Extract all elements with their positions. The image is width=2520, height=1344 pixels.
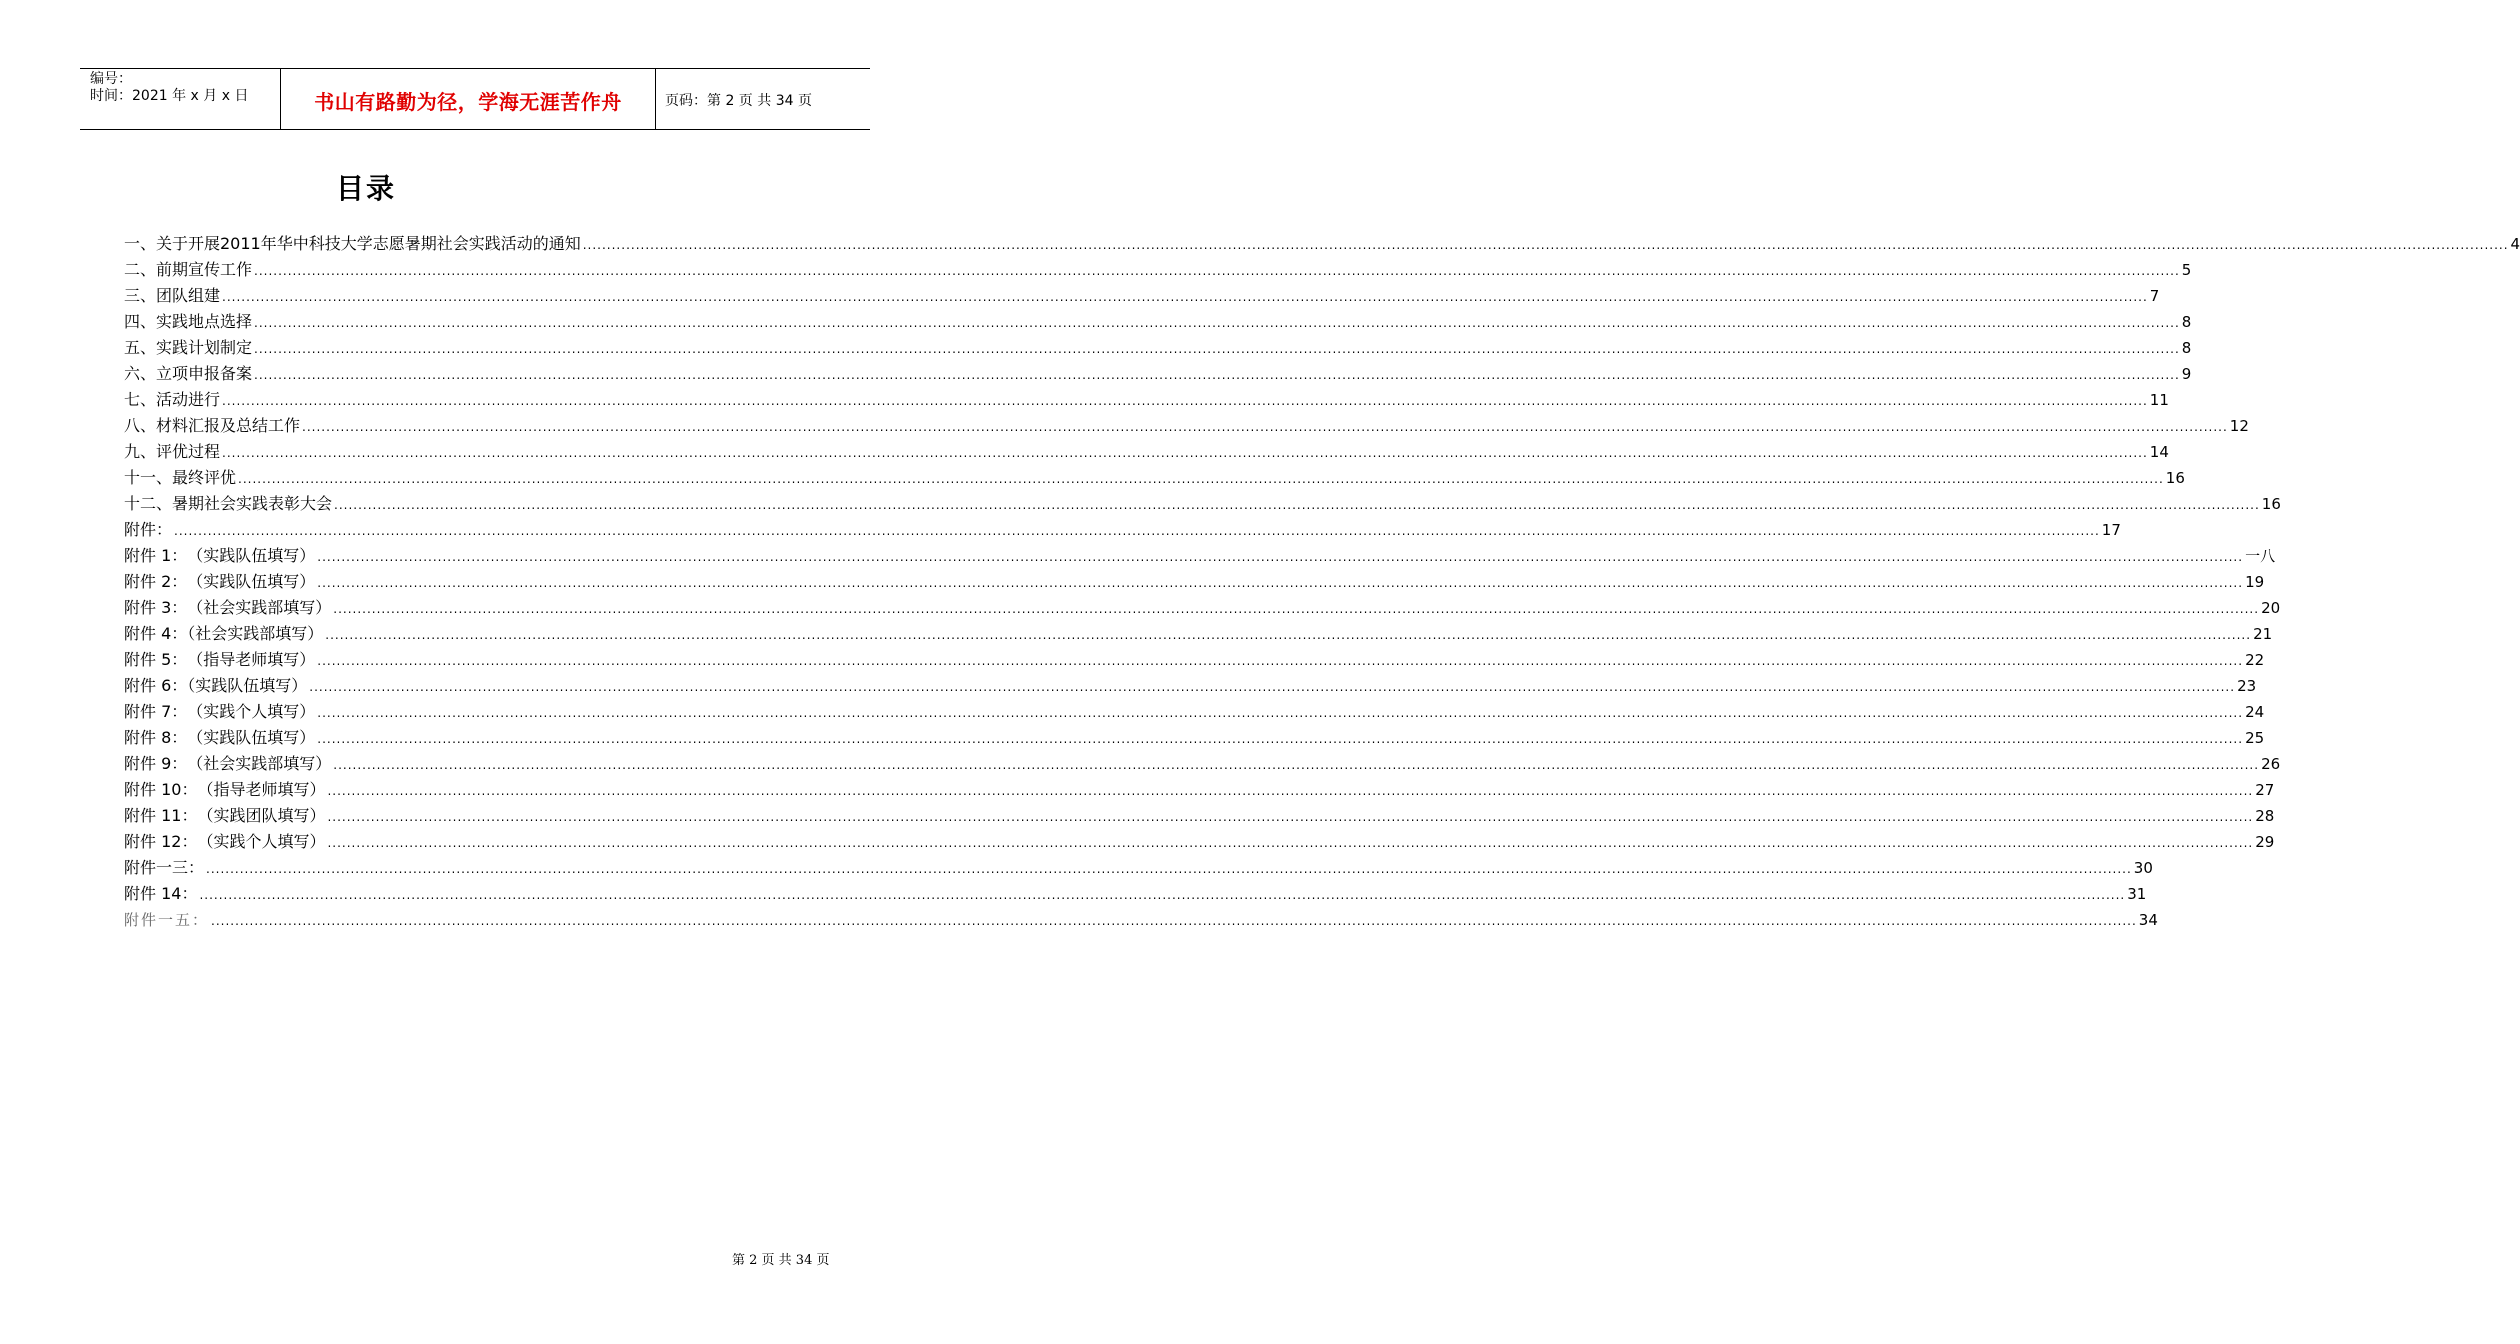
table-of-contents: [124, 234, 2520, 936]
toc-dot-leader: ................................................................................................................................................................................................................................................................................................................................................................................................................: [254, 368, 2180, 382]
toc-entry[interactable]: [124, 598, 2281, 624]
toc-entry-page-number: 27: [2255, 781, 2275, 799]
toc-entry-title: 附件 7： （实践个人填写）: [124, 702, 316, 721]
toc-entry[interactable]: [124, 546, 2276, 572]
toc-entry-page-number: 28: [2255, 807, 2275, 825]
toc-entry[interactable]: [124, 676, 2257, 702]
toc-entry[interactable]: [124, 884, 2147, 910]
toc-entry-page-number: 5: [2181, 261, 2192, 279]
toc-entry-title: 八、材料汇报及总结工作: [124, 416, 301, 435]
toc-entry-page-number: 23: [2237, 677, 2257, 695]
toc-entry[interactable]: [124, 260, 2192, 286]
toc-entry-title: 附件 5： （指导老师填写）: [124, 650, 316, 669]
toc-entry-page-number: 30: [2133, 859, 2153, 877]
toc-entry-title: 附件 11： （实践团队填写）: [124, 806, 326, 825]
toc-dot-leader: ................................................................................................................................................................................................................................................................................................................................................................................................................: [206, 862, 2132, 876]
toc-dot-leader: ................................................................................................................................................................................................................................................................................................................................................................................................................: [222, 290, 2148, 304]
toc-entry-title: 附件 1： （实践队伍填写）: [124, 546, 316, 565]
toc-entry-page-number: 8: [2181, 313, 2192, 331]
toc-entry-title: 附件 10： （指导老师填写）: [124, 780, 326, 799]
toc-entry[interactable]: [124, 572, 2265, 598]
toc-entry[interactable]: [124, 390, 2169, 416]
toc-entry[interactable]: [124, 286, 2160, 312]
header-motto: 书山有路勤为径，学海无涯苦作舟: [314, 90, 622, 114]
toc-dot-leader: ................................................................................................................................................................................................................................................................................................................................................................................................................: [309, 680, 2236, 694]
toc-entry-page-number: 7: [2149, 287, 2160, 305]
toc-entry-page-number: 31: [2127, 885, 2147, 903]
toc-entry[interactable]: [124, 702, 2265, 728]
toc-entry-title: 附件 9： （社会实践部填写）: [124, 754, 332, 773]
toc-entry-page-number: 16: [2165, 469, 2185, 487]
toc-entry[interactable]: [124, 728, 2265, 754]
toc-entry-title: 附件一五：: [124, 911, 210, 929]
toc-dot-leader: ................................................................................................................................................................................................................................................................................................................................................................................................................: [222, 446, 2148, 460]
toc-entry-title: 十一、最终评优: [124, 468, 237, 487]
toc-dot-leader: ................................................................................................................................................................................................................................................................................................................................................................................................................: [333, 758, 2260, 772]
toc-entry-title: 附件 3： （社会实践部填写）: [124, 598, 332, 617]
toc-dot-leader: ................................................................................................................................................................................................................................................................................................................................................................................................................: [327, 784, 2254, 798]
toc-dot-leader: ................................................................................................................................................................................................................................................................................................................................................................................................................: [325, 628, 2252, 642]
toc-entry-title: 三、团队组建: [124, 286, 221, 305]
toc-entry-title: 一、关于开展2011年华中科技大学志愿暑期社会实践活动的通知: [124, 234, 581, 253]
header-right-cell: [655, 69, 870, 129]
header-middle-cell: [280, 69, 656, 129]
document-number-label: 编号：: [90, 71, 132, 87]
toc-entry[interactable]: [124, 234, 2520, 260]
toc-entry-page-number: 24: [2245, 703, 2265, 721]
toc-entry-page-number: 8: [2181, 339, 2192, 357]
toc-entry[interactable]: [124, 780, 2275, 806]
toc-entry-page-number: 29: [2255, 833, 2275, 851]
toc-entry-page-number: 25: [2245, 729, 2265, 747]
toc-entry-title: 四、实践地点选择: [124, 312, 253, 331]
toc-entry[interactable]: [124, 858, 2153, 884]
toc-dot-leader: ................................................................................................................................................................................................................................................................................................................................................................................................................: [317, 732, 2244, 746]
toc-dot-leader: ................................................................................................................................................................................................................................................................................................................................................................................................................: [317, 576, 2244, 590]
toc-entry[interactable]: [124, 312, 2192, 338]
toc-entry-page-number: 34: [2138, 911, 2158, 929]
toc-entry-title: 十二、暑期社会实践表彰大会: [124, 494, 333, 513]
page-header: [80, 68, 870, 130]
toc-entry[interactable]: [124, 624, 2273, 650]
toc-entry-title: 附件 6：（实践队伍填写）: [124, 676, 308, 695]
toc-dot-leader: ................................................................................................................................................................................................................................................................................................................................................................................................................: [317, 654, 2244, 668]
toc-dot-leader: ................................................................................................................................................................................................................................................................................................................................................................................................................: [327, 810, 2254, 824]
toc-entry-page-number: 22: [2245, 651, 2265, 669]
toc-entry[interactable]: [124, 806, 2275, 832]
document-time-label: 时间：2021 年 x 月 x 日: [90, 88, 249, 104]
toc-entry-title: 九、评优过程: [124, 442, 221, 461]
toc-dot-leader: ................................................................................................................................................................................................................................................................................................................................................................................................................: [317, 706, 2244, 720]
toc-dot-leader: ................................................................................................................................................................................................................................................................................................................................................................................................................: [327, 836, 2254, 850]
toc-dot-leader: ................................................................................................................................................................................................................................................................................................................................................................................................................: [254, 264, 2180, 278]
toc-entry-title: 附件 8： （实践队伍填写）: [124, 728, 316, 747]
toc-dot-leader: ................................................................................................................................................................................................................................................................................................................................................................................................................: [254, 316, 2180, 330]
toc-entry[interactable]: [124, 364, 2192, 390]
page-title: 目录: [336, 172, 397, 205]
toc-dot-leader: ................................................................................................................................................................................................................................................................................................................................................................................................................: [199, 888, 2126, 902]
toc-entry-page-number: 12: [2229, 417, 2249, 435]
toc-dot-leader: ................................................................................................................................................................................................................................................................................................................................................................................................................: [582, 238, 2509, 252]
toc-dot-leader: ................................................................................................................................................................................................................................................................................................................................................................................................................: [333, 602, 2260, 616]
toc-entry[interactable]: [124, 468, 2185, 494]
toc-entry[interactable]: [124, 494, 2281, 520]
toc-entry-page-number: 16: [2261, 495, 2281, 513]
toc-entry-title: 附件：: [124, 520, 173, 539]
toc-entry-title: 六、立项申报备案: [124, 364, 253, 383]
toc-entry[interactable]: [124, 754, 2281, 780]
toc-entry-title: 附件 12： （实践个人填写）: [124, 832, 326, 851]
toc-entry-title: 七、活动进行: [124, 390, 221, 409]
toc-entry[interactable]: [124, 910, 2158, 936]
toc-dot-leader: ................................................................................................................................................................................................................................................................................................................................................................................................................: [302, 420, 2228, 434]
toc-entry-page-number: 17: [2101, 521, 2121, 539]
toc-dot-leader: ................................................................................................................................................................................................................................................................................................................................................................................................................: [211, 914, 2137, 928]
toc-entry-page-number: 19: [2245, 573, 2265, 591]
header-left-cell: [80, 69, 280, 129]
toc-entry[interactable]: [124, 832, 2275, 858]
toc-entry-page-number: 4: [2510, 235, 2520, 253]
toc-entry-title: 五、实践计划制定: [124, 338, 253, 357]
toc-entry-title: 二、前期宣传工作: [124, 260, 253, 279]
toc-entry-title: 附件一三：: [124, 858, 205, 877]
toc-entry-page-number: 14: [2149, 443, 2169, 461]
toc-dot-leader: ................................................................................................................................................................................................................................................................................................................................................................................................................: [254, 342, 2180, 356]
toc-entry-page-number: 9: [2181, 365, 2192, 383]
toc-dot-leader: ................................................................................................................................................................................................................................................................................................................................................................................................................: [317, 550, 2244, 564]
toc-entry-page-number: 11: [2149, 391, 2169, 409]
toc-entry[interactable]: [124, 338, 2192, 364]
toc-dot-leader: ................................................................................................................................................................................................................................................................................................................................................................................................................: [238, 472, 2164, 486]
header-page-info: 页码：第 2 页 共 34 页: [665, 93, 812, 109]
toc-entry-page-number: 26: [2261, 755, 2281, 773]
toc-dot-leader: ................................................................................................................................................................................................................................................................................................................................................................................................................: [174, 524, 2100, 538]
toc-entry-title: 附件 4：（社会实践部填写）: [124, 624, 324, 643]
toc-entry[interactable]: [124, 650, 2265, 676]
toc-entry-page-number: 20: [2261, 599, 2281, 617]
toc-entry-title: 附件 2： （实践队伍填写）: [124, 572, 316, 591]
toc-entry[interactable]: [124, 520, 2121, 546]
toc-entry[interactable]: [124, 416, 2249, 442]
toc-dot-leader: ................................................................................................................................................................................................................................................................................................................................................................................................................: [222, 394, 2148, 408]
toc-dot-leader: ................................................................................................................................................................................................................................................................................................................................................................................................................: [334, 498, 2260, 512]
page-footer: 第 2 页 共 34 页: [732, 1253, 830, 1268]
toc-entry[interactable]: [124, 442, 2169, 468]
toc-entry-title: 附件 14：: [124, 884, 198, 903]
toc-entry-page-number: 一八: [2245, 547, 2276, 565]
toc-entry-page-number: 21: [2253, 625, 2273, 643]
